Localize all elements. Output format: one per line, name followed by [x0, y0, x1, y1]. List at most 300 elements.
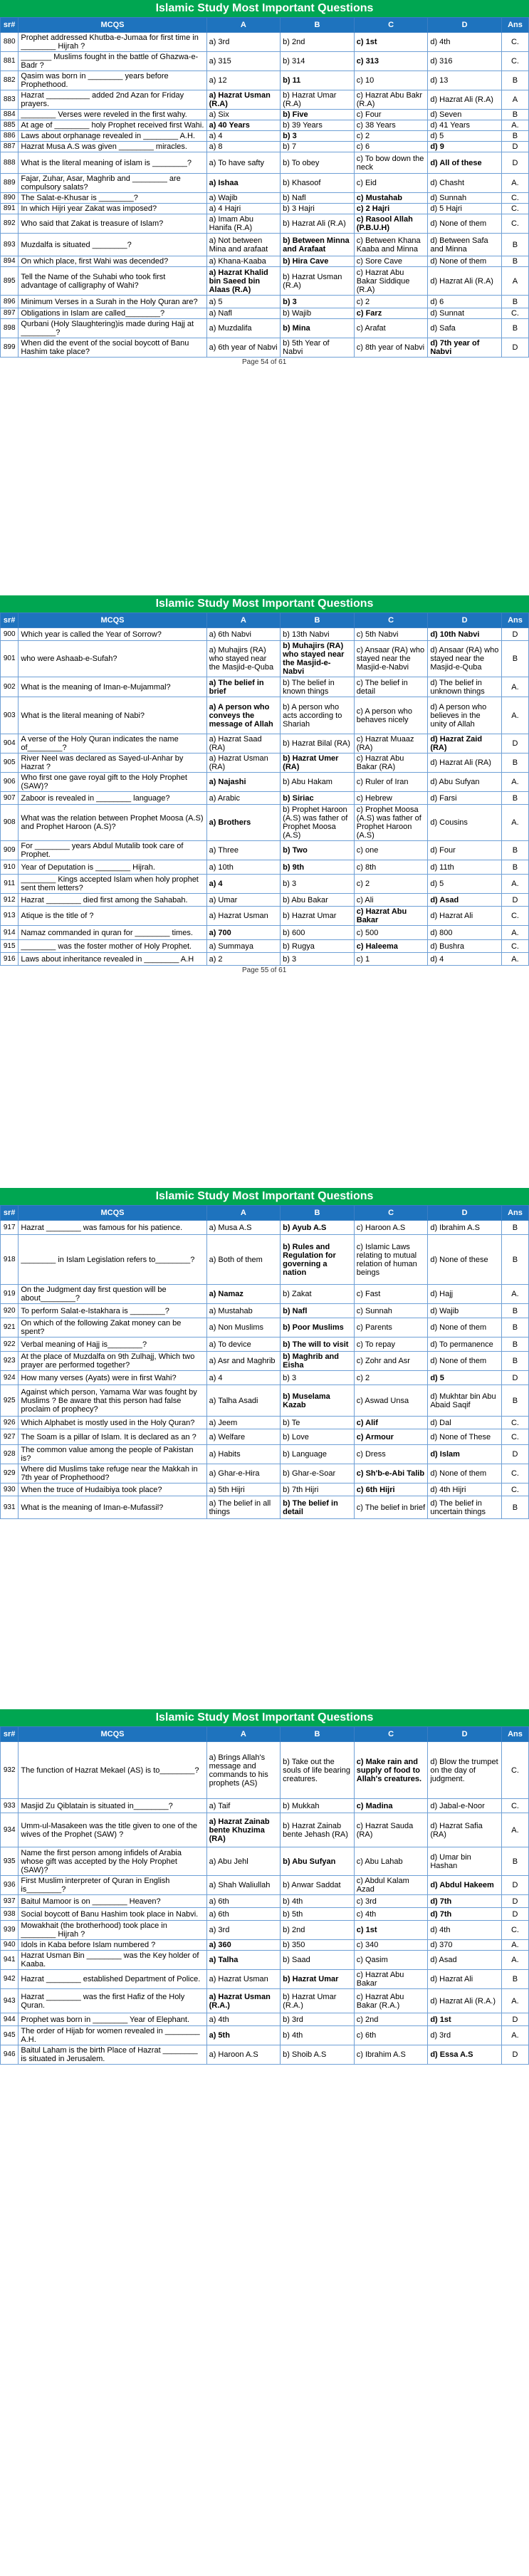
- table-row: [1, 860, 529, 875]
- question-text: who were Ashaab-e-Sufah?: [19, 641, 206, 677]
- option-c: c) 2 Hajri: [354, 204, 428, 214]
- option-d: d) Four: [428, 841, 502, 860]
- option-b: b) Hazrat Ali (R.A): [281, 214, 355, 234]
- option-a: a) Taif: [206, 1799, 281, 1813]
- option-a: a) 8: [206, 142, 281, 152]
- option-c: c) 38 Years: [354, 120, 428, 131]
- option-a: a) The belief in all things: [206, 1496, 281, 1519]
- question-text: Hazrat Usman Bin ________ was the Key holder of Kaaba.: [19, 1951, 206, 1970]
- option-d: d) Seven: [428, 110, 502, 120]
- table-row: [1, 953, 529, 966]
- serial-number: 891: [1, 204, 19, 214]
- option-c: c) 1: [354, 953, 428, 966]
- section-title: Islamic Study Most Important Questions: [0, 595, 529, 612]
- question-text: Laws about inheritance revealed in ________ A.H: [19, 953, 206, 966]
- answer-letter: B: [501, 1318, 528, 1337]
- mcq-table: [0, 612, 529, 966]
- question-text: First Muslim interpreter of Quran in English is________?: [19, 1876, 206, 1895]
- option-b: b) Ghar-e-Soar: [281, 1464, 355, 1483]
- option-d: d) Hazrat Zaid (RA): [428, 734, 502, 753]
- serial-number: 924: [1, 1371, 19, 1385]
- serial-number: 899: [1, 338, 19, 358]
- option-c: c) 2nd: [354, 2013, 428, 2026]
- option-c: c) Zohr and Asr: [354, 1352, 428, 1371]
- answer-letter: B: [501, 296, 528, 308]
- option-c: c) Hazrat Abu Bakar: [354, 1970, 428, 1989]
- answer-letter: D: [501, 734, 528, 753]
- serial-number: 916: [1, 953, 19, 966]
- option-b: b) Abu Bakar: [281, 894, 355, 907]
- question-text: The Soam is a pillar of Islam. It is declared as an ?: [19, 1429, 206, 1445]
- question-text: River Neel was declared as Sayed-ul-Anhar by Hazrat ?: [19, 753, 206, 773]
- option-c: c) Aswad Unsa: [354, 1385, 428, 1417]
- answer-letter: D: [501, 1445, 528, 1464]
- question-text: For ________ years Abdul Mutalib took care of Prophet.: [19, 841, 206, 860]
- option-c: c) 3rd: [354, 1895, 428, 1908]
- question-text: The common value among the people of Pakistan is?: [19, 1445, 206, 1464]
- answer-letter: C.: [501, 193, 528, 204]
- answer-letter: D: [501, 894, 528, 907]
- option-c: c) Mustahab: [354, 193, 428, 204]
- option-a: a) Talha: [206, 1951, 281, 1970]
- option-a: a) 5th: [206, 2026, 281, 2045]
- question-text: Social boycott of Banu Hashim took place in Nabvi.: [19, 1908, 206, 1921]
- answer-letter: D: [501, 2013, 528, 2026]
- serial-number: 931: [1, 1496, 19, 1519]
- table-row: [1, 174, 529, 193]
- option-d: d) All of these: [428, 152, 502, 174]
- table-row: [1, 1417, 529, 1429]
- option-d: d) 5 Hajri: [428, 204, 502, 214]
- question-text: Hazrat ________ was the first Hafiz of the Holy Quran.: [19, 1989, 206, 2013]
- option-b: b) 3: [281, 296, 355, 308]
- serial-number: 915: [1, 940, 19, 953]
- option-b: b) Nafl: [281, 193, 355, 204]
- option-a: a) 10th: [206, 860, 281, 875]
- option-c: c) Ali: [354, 894, 428, 907]
- option-c: c) Farz: [354, 308, 428, 319]
- option-d: d) None of these: [428, 1235, 502, 1285]
- serial-number: 938: [1, 1908, 19, 1921]
- column-header: MCQS: [19, 1727, 206, 1742]
- option-d: d) 370: [428, 1940, 502, 1951]
- answer-letter: A.: [501, 926, 528, 940]
- option-b: b) Maghrib and Eisha: [281, 1352, 355, 1371]
- option-a: a) 2: [206, 953, 281, 966]
- option-d: d) 11th: [428, 860, 502, 875]
- column-header: B: [281, 1206, 355, 1221]
- answer-letter: B: [501, 1970, 528, 1989]
- answer-letter: C.: [501, 1799, 528, 1813]
- column-header: A: [206, 1727, 281, 1742]
- option-b: b) Five: [281, 110, 355, 120]
- option-c: c) Hazrat Abu Bakr (R.A): [354, 90, 428, 110]
- option-c: c) 313: [354, 52, 428, 71]
- table-row: [1, 267, 529, 296]
- option-a: a) 4 Hajri: [206, 204, 281, 214]
- question-text: Masjid Zu Qiblatain is situated in________?: [19, 1799, 206, 1813]
- option-a: a) Umar: [206, 894, 281, 907]
- option-a: a) 40 Years: [206, 120, 281, 131]
- option-c: c) Between Khana Kaaba and Minna: [354, 234, 428, 256]
- column-header: MCQS: [19, 18, 206, 33]
- question-text: The function of Hazrat Mekael (AS) is to________?: [19, 1742, 206, 1799]
- option-b: b) Hazrat Usman (R.A): [281, 267, 355, 296]
- answer-letter: A.: [501, 1951, 528, 1970]
- option-a: a) A person who conveys the message of Allah: [206, 697, 281, 734]
- serial-number: 942: [1, 1970, 19, 1989]
- option-c: c) 8th: [354, 860, 428, 875]
- option-c: c) 2: [354, 875, 428, 894]
- option-d: d) None of These: [428, 1429, 502, 1445]
- question-text: _______ Muslims fought in the battle of Ghazwa-e-Badr ?: [19, 52, 206, 71]
- option-b: b) Anwar Saddat: [281, 1876, 355, 1895]
- table-row: [1, 753, 529, 773]
- answer-letter: B: [501, 234, 528, 256]
- option-b: b) Hazrat Umar (R.A.): [281, 1989, 355, 2013]
- serial-number: 881: [1, 52, 19, 71]
- option-b: b) Hazrat Umar (R.A): [281, 90, 355, 110]
- question-text: Obligations in Islam are called________?: [19, 308, 206, 319]
- table-row: [1, 907, 529, 926]
- option-b: b) Take out the souls of life bearing creatures.: [281, 1742, 355, 1799]
- option-d: d) 10th Nabvi: [428, 628, 502, 641]
- answer-letter: C.: [501, 1417, 528, 1429]
- option-c: c) 5th Nabvi: [354, 628, 428, 641]
- option-c: c) Abu Lahab: [354, 1847, 428, 1876]
- option-b: b) Siriac: [281, 792, 355, 805]
- table-row: [1, 131, 529, 142]
- question-text: Qasim was born in ________ years before Prophethood.: [19, 71, 206, 90]
- option-b: b) The belief in known things: [281, 677, 355, 697]
- option-a: a) 4: [206, 1371, 281, 1385]
- option-a: a) Talha Asadi: [206, 1385, 281, 1417]
- option-b: b) 5th Year of Nabvi: [281, 338, 355, 358]
- mcq-table: [0, 1205, 529, 1519]
- option-d: d) 3rd: [428, 2026, 502, 2045]
- answer-letter: B: [501, 110, 528, 120]
- option-b: b) 2nd: [281, 1921, 355, 1940]
- option-a: a) Musa A.S: [206, 1221, 281, 1235]
- question-text: Who said that Zakat is treasure of Islam?: [19, 214, 206, 234]
- option-b: b) Two: [281, 841, 355, 860]
- table-row: [1, 894, 529, 907]
- option-a: a) 5: [206, 296, 281, 308]
- option-b: b) 3: [281, 953, 355, 966]
- serial-number: 904: [1, 734, 19, 753]
- question-text: To perform Salat-e-Istakhara is ________?: [19, 1304, 206, 1318]
- option-c: c) A person who behaves nicely: [354, 697, 428, 734]
- option-a: a) 4th: [206, 2013, 281, 2026]
- serial-number: 922: [1, 1337, 19, 1352]
- answer-letter: B: [501, 256, 528, 267]
- question-text: What is the meaning of Iman-e-Mujammal?: [19, 677, 206, 697]
- mcq-section: [0, 595, 529, 974]
- option-b: b) Hazrat Umar: [281, 1970, 355, 1989]
- table-row: [1, 1385, 529, 1417]
- question-text: What was the relation between Prophet Moosa (A.S) and Prophet Haroon (A.S)?: [19, 805, 206, 841]
- table-row: [1, 1496, 529, 1519]
- column-header: MCQS: [19, 1206, 206, 1221]
- option-c: c) 8th year of Nabvi: [354, 338, 428, 358]
- option-d: d) Safa: [428, 319, 502, 338]
- option-d: d) None of them: [428, 1318, 502, 1337]
- option-c: c) 1st: [354, 33, 428, 52]
- option-a: a) 6th year of Nabvi: [206, 338, 281, 358]
- table-row: [1, 734, 529, 753]
- column-header: C: [354, 18, 428, 33]
- answer-letter: D: [501, 1876, 528, 1895]
- option-d: d) Blow the trumpet on the day of judgment.: [428, 1742, 502, 1799]
- option-a: a) 315: [206, 52, 281, 71]
- table-row: [1, 120, 529, 131]
- option-a: a) Jeem: [206, 1417, 281, 1429]
- answer-letter: C.: [501, 1483, 528, 1496]
- option-d: d) Jabal-e-Noor: [428, 1799, 502, 1813]
- option-c: c) 10: [354, 71, 428, 90]
- option-d: d) Sunnat: [428, 308, 502, 319]
- option-d: d) Essa A.S: [428, 2045, 502, 2065]
- option-d: d) Hajj: [428, 1285, 502, 1304]
- question-text: Zaboor is revealed in ________ language?: [19, 792, 206, 805]
- option-a: a) Brings Allah's message and commands to his prophets (AS): [206, 1742, 281, 1799]
- table-row: [1, 1464, 529, 1483]
- table-row: [1, 875, 529, 894]
- table-row: [1, 1742, 529, 1799]
- option-d: d) 41 Years: [428, 120, 502, 131]
- option-d: d) Chasht: [428, 174, 502, 193]
- column-header: sr#: [1, 1206, 19, 1221]
- question-text: How many verses (Ayats) were in first Wahi?: [19, 1371, 206, 1385]
- option-c: c) Haleema: [354, 940, 428, 953]
- column-header: B: [281, 18, 355, 33]
- table-row: [1, 1908, 529, 1921]
- table-row: [1, 1371, 529, 1385]
- question-text: What is the meaning of Iman-e-Mufassil?: [19, 1496, 206, 1519]
- question-text: What is the literal meaning of islam is ________?: [19, 152, 206, 174]
- question-text: Against which person, Yamama War was fought by Muslims ? Be aware that this person had false proclaim of prophecy?: [19, 1385, 206, 1417]
- column-header: sr#: [1, 18, 19, 33]
- option-c: c) Make rain and supply of food to Allah's creatures.: [354, 1742, 428, 1799]
- section-title: Islamic Study Most Important Questions: [0, 1188, 529, 1205]
- option-b: b) 4th: [281, 2026, 355, 2045]
- answer-letter: D: [501, 152, 528, 174]
- answer-letter: B: [501, 1337, 528, 1352]
- option-b: b) Hira Cave: [281, 256, 355, 267]
- option-b: b) Poor Muslims: [281, 1318, 355, 1337]
- question-text: The order of Hijab for women revealed in ________ A.H.: [19, 2026, 206, 2045]
- option-b: b) 13th Nabvi: [281, 628, 355, 641]
- question-text: At age of ________ holy Prophet received first Wahi.: [19, 120, 206, 131]
- option-c: c) 1st: [354, 1921, 428, 1940]
- option-b: b) The will to visit: [281, 1337, 355, 1352]
- option-b: b) 5th: [281, 1908, 355, 1921]
- option-d: d) The belief in unknown things: [428, 677, 502, 697]
- answer-letter: D: [501, 2045, 528, 2065]
- option-d: d) None of them: [428, 1352, 502, 1371]
- table-row: [1, 2045, 529, 2065]
- answer-letter: B: [501, 1304, 528, 1318]
- option-b: b) Mukkah: [281, 1799, 355, 1813]
- answer-letter: B: [501, 131, 528, 142]
- column-header: sr#: [1, 613, 19, 628]
- question-text: Tell the Name of the Suhabi who took first advantage of calligraphy of Wahi?: [19, 267, 206, 296]
- option-d: d) Islam: [428, 1445, 502, 1464]
- table-row: [1, 234, 529, 256]
- option-a: a) Brothers: [206, 805, 281, 841]
- option-b: b) Between Minna and Arafaat: [281, 234, 355, 256]
- option-b: b) 3rd: [281, 2013, 355, 2026]
- serial-number: 902: [1, 677, 19, 697]
- option-a: a) Not between Mina and arafaat: [206, 234, 281, 256]
- serial-number: 926: [1, 1417, 19, 1429]
- serial-number: 885: [1, 120, 19, 131]
- answer-letter: A.: [501, 697, 528, 734]
- option-a: a) 700: [206, 926, 281, 940]
- question-text: Hazrat __________ added 2nd Azan for Friday prayers.: [19, 90, 206, 110]
- serial-number: 930: [1, 1483, 19, 1496]
- question-text: Baitul Laham is the birth Place of Hazrat ________ is situated in Jerusalem.: [19, 2045, 206, 2065]
- answer-letter: B: [501, 860, 528, 875]
- question-text: When the truce of Hudaibiya took place?: [19, 1483, 206, 1496]
- option-b: b) Shoib A.S: [281, 2045, 355, 2065]
- answer-letter: B: [501, 1385, 528, 1417]
- question-text: Minimum Verses in a Surah in the Holy Quran are?: [19, 296, 206, 308]
- serial-number: 888: [1, 152, 19, 174]
- option-c: c) 2: [354, 131, 428, 142]
- answer-letter: C.: [501, 907, 528, 926]
- answer-letter: B: [501, 753, 528, 773]
- option-a: a) 5th Hijri: [206, 1483, 281, 1496]
- option-a: a) 360: [206, 1940, 281, 1951]
- table-row: [1, 1895, 529, 1908]
- question-text: Who first one gave royal gift to the Holy Prophet (SAW)?: [19, 773, 206, 792]
- option-a: a) Imam Abu Hanifa (R.A): [206, 214, 281, 234]
- option-b: b) Zakat: [281, 1285, 355, 1304]
- option-c: c) Hazrat Sauda (RA): [354, 1813, 428, 1847]
- answer-letter: D: [501, 1371, 528, 1385]
- option-d: d) Hazrat Ali (RA): [428, 753, 502, 773]
- option-d: d) 5: [428, 875, 502, 894]
- option-a: a) 4: [206, 875, 281, 894]
- table-row: [1, 1285, 529, 1304]
- option-b: b) 350: [281, 1940, 355, 1951]
- option-c: c) Hazrat Muaaz (RA): [354, 734, 428, 753]
- answer-letter: C.: [501, 1921, 528, 1940]
- table-row: [1, 805, 529, 841]
- column-header: Ans: [501, 18, 528, 33]
- option-c: c) To bow down the neck: [354, 152, 428, 174]
- answer-letter: C.: [501, 1429, 528, 1445]
- option-d: d) 316: [428, 52, 502, 71]
- option-a: a) 4: [206, 131, 281, 142]
- section-title: Islamic Study Most Important Questions: [0, 1709, 529, 1726]
- option-d: d) 9: [428, 142, 502, 152]
- option-c: c) Madina: [354, 1799, 428, 1813]
- option-d: d) Hazrat Safia (RA): [428, 1813, 502, 1847]
- option-b: b) The belief in detail: [281, 1496, 355, 1519]
- option-a: a) To have safty: [206, 152, 281, 174]
- answer-letter: D: [501, 142, 528, 152]
- option-a: a) Welfare: [206, 1429, 281, 1445]
- option-c: c) Ruler of Iran: [354, 773, 428, 792]
- serial-number: 913: [1, 907, 19, 926]
- option-c: c) Qasim: [354, 1951, 428, 1970]
- table-row: [1, 1847, 529, 1876]
- option-d: d) Hazrat Ali: [428, 1970, 502, 1989]
- answer-letter: B: [501, 71, 528, 90]
- table-row: [1, 319, 529, 338]
- answer-letter: B: [501, 1352, 528, 1371]
- option-b: b) 3 Hajri: [281, 204, 355, 214]
- option-d: d) Bushra: [428, 940, 502, 953]
- option-b: b) Nafl: [281, 1304, 355, 1318]
- option-b: b) Khasoof: [281, 174, 355, 193]
- option-a: a) Najashi: [206, 773, 281, 792]
- option-b: b) Ayub A.S: [281, 1221, 355, 1235]
- serial-number: 897: [1, 308, 19, 319]
- question-text: Hazrat Musa A.S was given ________ miracles.: [19, 142, 206, 152]
- question-text: Namaz commanded in quran for ________ times.: [19, 926, 206, 940]
- serial-number: 889: [1, 174, 19, 193]
- answer-letter: C.: [501, 308, 528, 319]
- question-text: ________ Verses were reveled in the first wahy.: [19, 110, 206, 120]
- column-header: D: [428, 1727, 502, 1742]
- option-a: a) 3rd: [206, 1921, 281, 1940]
- question-text: Qurbani (Holy Slaughtering)is made during Hajj at ________?: [19, 319, 206, 338]
- question-text: Muzdalfa is situated ________?: [19, 234, 206, 256]
- table-row: [1, 1813, 529, 1847]
- option-d: d) None of them: [428, 214, 502, 234]
- option-a: a) Hazrat Usman: [206, 907, 281, 926]
- answer-letter: B: [501, 1496, 528, 1519]
- mcq-section: [0, 1188, 529, 1519]
- option-a: a) Hazrat Saad (RA): [206, 734, 281, 753]
- option-c: c) Hazrat Abu Bakar (R.A.): [354, 1989, 428, 2013]
- answer-letter: B: [501, 1847, 528, 1876]
- question-text: Atique is the title of ?: [19, 907, 206, 926]
- option-a: a) Hazrat Zainab bente Khuzima (RA): [206, 1813, 281, 1847]
- option-c: c) 6th: [354, 2026, 428, 2045]
- answer-letter: C.: [501, 1742, 528, 1799]
- table-row: [1, 1337, 529, 1352]
- option-a: a) Muzdalifa: [206, 319, 281, 338]
- serial-number: 883: [1, 90, 19, 110]
- option-b: b) To obey: [281, 152, 355, 174]
- column-header: Ans: [501, 1206, 528, 1221]
- answer-letter: D: [501, 1895, 528, 1908]
- answer-letter: A.: [501, 174, 528, 193]
- question-text: Prophet was born in ________ Year of Elephant.: [19, 2013, 206, 2026]
- option-b: b) Prophet Haroon (A.S) was father of Prophet Moosa (A.S): [281, 805, 355, 841]
- serial-number: 895: [1, 267, 19, 296]
- question-text: ________ was the foster mother of Holy Prophet.: [19, 940, 206, 953]
- option-a: a) Both of them: [206, 1235, 281, 1285]
- answer-letter: B: [501, 641, 528, 677]
- table-header-row: [1, 18, 529, 33]
- option-c: c) Parents: [354, 1318, 428, 1337]
- serial-number: 886: [1, 131, 19, 142]
- serial-number: 941: [1, 1951, 19, 1970]
- serial-number: 908: [1, 805, 19, 841]
- question-text: On which of the following Zakat money can be spent?: [19, 1318, 206, 1337]
- question-text: Where did Muslims take refuge near the Makkah in 7th year of Prophethood?: [19, 1464, 206, 1483]
- option-d: d) 7th: [428, 1908, 502, 1921]
- answer-letter: B: [501, 1235, 528, 1285]
- option-d: d) 13: [428, 71, 502, 90]
- serial-number: 920: [1, 1304, 19, 1318]
- option-b: b) 3: [281, 131, 355, 142]
